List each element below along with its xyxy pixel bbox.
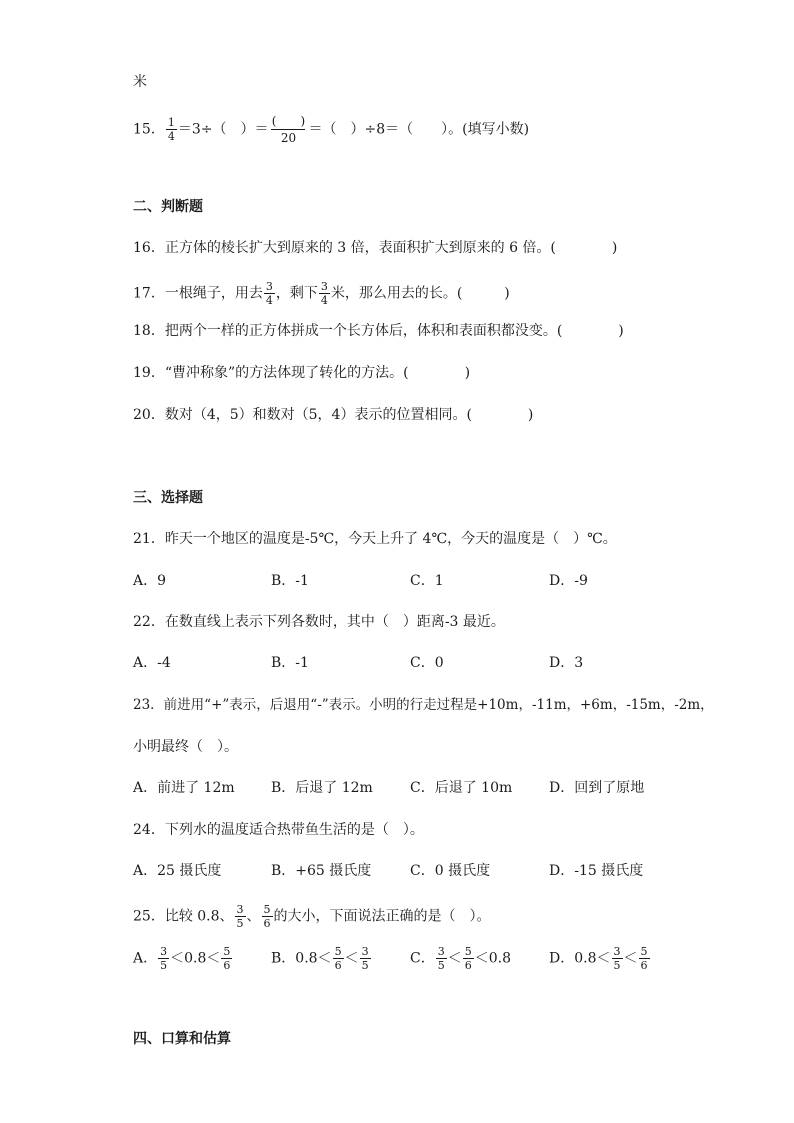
q25-text-c: 的大小，下面说法正确的是（ ）。 bbox=[273, 908, 491, 925]
q23-option-c: C．后退了 10m bbox=[410, 780, 513, 796]
fraction bbox=[360, 945, 371, 972]
question-24-stem: 24．下列水的温度适合热带鱼生活的是（ ）。 bbox=[133, 822, 424, 838]
fraction-numerator: 5 bbox=[334, 945, 342, 958]
fraction-denominator: 5 bbox=[361, 959, 369, 972]
fraction-numerator: 3 bbox=[160, 945, 168, 958]
q25-option-c bbox=[410, 945, 511, 972]
option-mid: ＜0.8＜ bbox=[170, 950, 221, 967]
fraction bbox=[235, 903, 246, 930]
fraction-numerator: 3 bbox=[320, 280, 328, 293]
q15-part1: ＝3÷（ ）＝ bbox=[177, 121, 269, 138]
question-15 bbox=[133, 113, 529, 146]
q23-option-b: B．后退了 12m bbox=[271, 780, 373, 796]
option-label: D．0.8＜ bbox=[549, 950, 611, 967]
fraction-denominator: 5 bbox=[613, 959, 621, 972]
question-23-stem-line2: 小明最终（ ）。 bbox=[133, 739, 238, 755]
q23-option-d: D．回到了原地 bbox=[549, 780, 645, 796]
fraction bbox=[221, 945, 232, 972]
option-label: A． bbox=[133, 950, 158, 967]
q22-option-c: C．0 bbox=[410, 655, 444, 671]
fraction bbox=[463, 945, 474, 972]
fraction bbox=[639, 945, 650, 972]
q17-text-c: 米，那么用去的长。( ) bbox=[330, 285, 510, 302]
fraction-numerator: 5 bbox=[464, 945, 472, 958]
q22-option-b: B．-1 bbox=[271, 655, 309, 671]
fraction-denominator: 5 bbox=[236, 917, 244, 930]
fraction bbox=[264, 280, 275, 307]
fraction-denominator: 5 bbox=[160, 959, 168, 972]
q21-option-d: D．-9 bbox=[549, 573, 588, 589]
fraction bbox=[319, 280, 330, 307]
question-16: 16．正方体的棱长扩大到原来的 3 倍，表面积扩大到原来的 6 倍。( ) bbox=[133, 240, 618, 256]
q15-part2: ＝（ ）÷8＝（ ）。(填写小数) bbox=[308, 121, 530, 138]
q15-number: 15． bbox=[133, 121, 165, 138]
question-21-stem: 21．昨天一个地区的温度是-5℃，今天上升了 4℃，今天的温度是（ ）℃。 bbox=[133, 531, 617, 547]
question-23-stem-line1: 23．前进用“+”表示，后退用“-”表示。小明的行走过程是+10m，-11m，+6m，-15m，-2m， bbox=[133, 697, 714, 713]
blank-numerator: ( ) bbox=[271, 114, 306, 128]
q24-option-b: B．+65 摄氏度 bbox=[271, 863, 372, 879]
fraction-denominator: 4 bbox=[167, 130, 175, 143]
option-label: C． bbox=[410, 950, 435, 967]
fraction-numerator: 5 bbox=[223, 945, 231, 958]
option-mid: ＜ bbox=[447, 950, 462, 967]
question-18: 18．把两个一样的正方体拼成一个长方体后，体积和表面积都没变。( ) bbox=[133, 323, 624, 339]
question-17 bbox=[133, 280, 510, 307]
fraction-denominator: 6 bbox=[223, 959, 231, 972]
fraction-numerator: 5 bbox=[263, 903, 271, 916]
blank-denominator: 20 bbox=[280, 131, 297, 145]
q24-option-d: D．-15 摄氏度 bbox=[549, 863, 644, 879]
blank-fraction bbox=[271, 113, 305, 146]
option-mid: ＜ bbox=[344, 950, 359, 967]
q22-option-d: D．3 bbox=[549, 655, 584, 671]
fraction bbox=[333, 945, 344, 972]
q24-option-a: A．25 摄氏度 bbox=[133, 863, 222, 879]
question-22-stem: 22．在数直线上表示下列各数时，其中（ ）距离-3 最近。 bbox=[133, 614, 505, 630]
q25-text-a: 25．比较 0.8、 bbox=[133, 908, 234, 925]
fraction-denominator: 6 bbox=[464, 959, 472, 972]
fraction bbox=[166, 116, 177, 143]
fraction-numerator: 5 bbox=[640, 945, 648, 958]
fraction-numerator: 3 bbox=[437, 945, 445, 958]
fraction-denominator: 6 bbox=[640, 959, 648, 972]
q25-option-d bbox=[549, 945, 651, 972]
q24-option-c: C．0 摄氏度 bbox=[410, 863, 491, 879]
fraction bbox=[612, 945, 623, 972]
fraction-denominator: 5 bbox=[437, 959, 445, 972]
q17-text-a: 17．一根绳子，用去 bbox=[133, 285, 263, 302]
fraction-numerator: 1 bbox=[167, 116, 175, 129]
question-19: 19．“曹冲称象”的方法体现了转化的方法。( ) bbox=[133, 365, 471, 381]
q25-option-a bbox=[133, 945, 233, 972]
section-4-title: 四、口算和估算 bbox=[133, 1031, 231, 1047]
fraction-denominator: 4 bbox=[320, 294, 328, 307]
fraction-numerator: 3 bbox=[613, 945, 621, 958]
section-2-title: 二、判断题 bbox=[133, 199, 203, 215]
question-20: 20．数对（4，5）和数对（5，4）表示的位置相同。( ) bbox=[133, 407, 534, 423]
fraction bbox=[158, 945, 169, 972]
q21-option-a: A．9 bbox=[133, 573, 167, 589]
fraction bbox=[262, 903, 273, 930]
q17-text-b: ，剩下 bbox=[275, 285, 318, 302]
fraction-numerator: 3 bbox=[361, 945, 369, 958]
option-tail: ＜0.8 bbox=[474, 950, 511, 967]
top-fragment: 米 bbox=[133, 74, 147, 90]
q21-option-b: B．-1 bbox=[271, 573, 309, 589]
q25-text-b: 、 bbox=[246, 908, 261, 925]
q23-option-a: A．前进了 12m bbox=[133, 780, 235, 796]
fraction-numerator: 3 bbox=[265, 280, 273, 293]
fraction-denominator: 4 bbox=[265, 294, 273, 307]
fraction-numerator: 3 bbox=[236, 903, 244, 916]
question-25-stem bbox=[133, 903, 491, 930]
q22-option-a: A．-4 bbox=[133, 655, 171, 671]
fraction-denominator: 6 bbox=[263, 917, 271, 930]
option-mid: ＜ bbox=[623, 950, 638, 967]
q21-option-c: C．1 bbox=[410, 573, 444, 589]
fraction-denominator: 6 bbox=[334, 959, 342, 972]
section-3-title: 三、选择题 bbox=[133, 490, 203, 506]
q25-option-b bbox=[271, 945, 372, 972]
option-label: B．0.8＜ bbox=[271, 950, 332, 967]
fraction bbox=[436, 945, 447, 972]
